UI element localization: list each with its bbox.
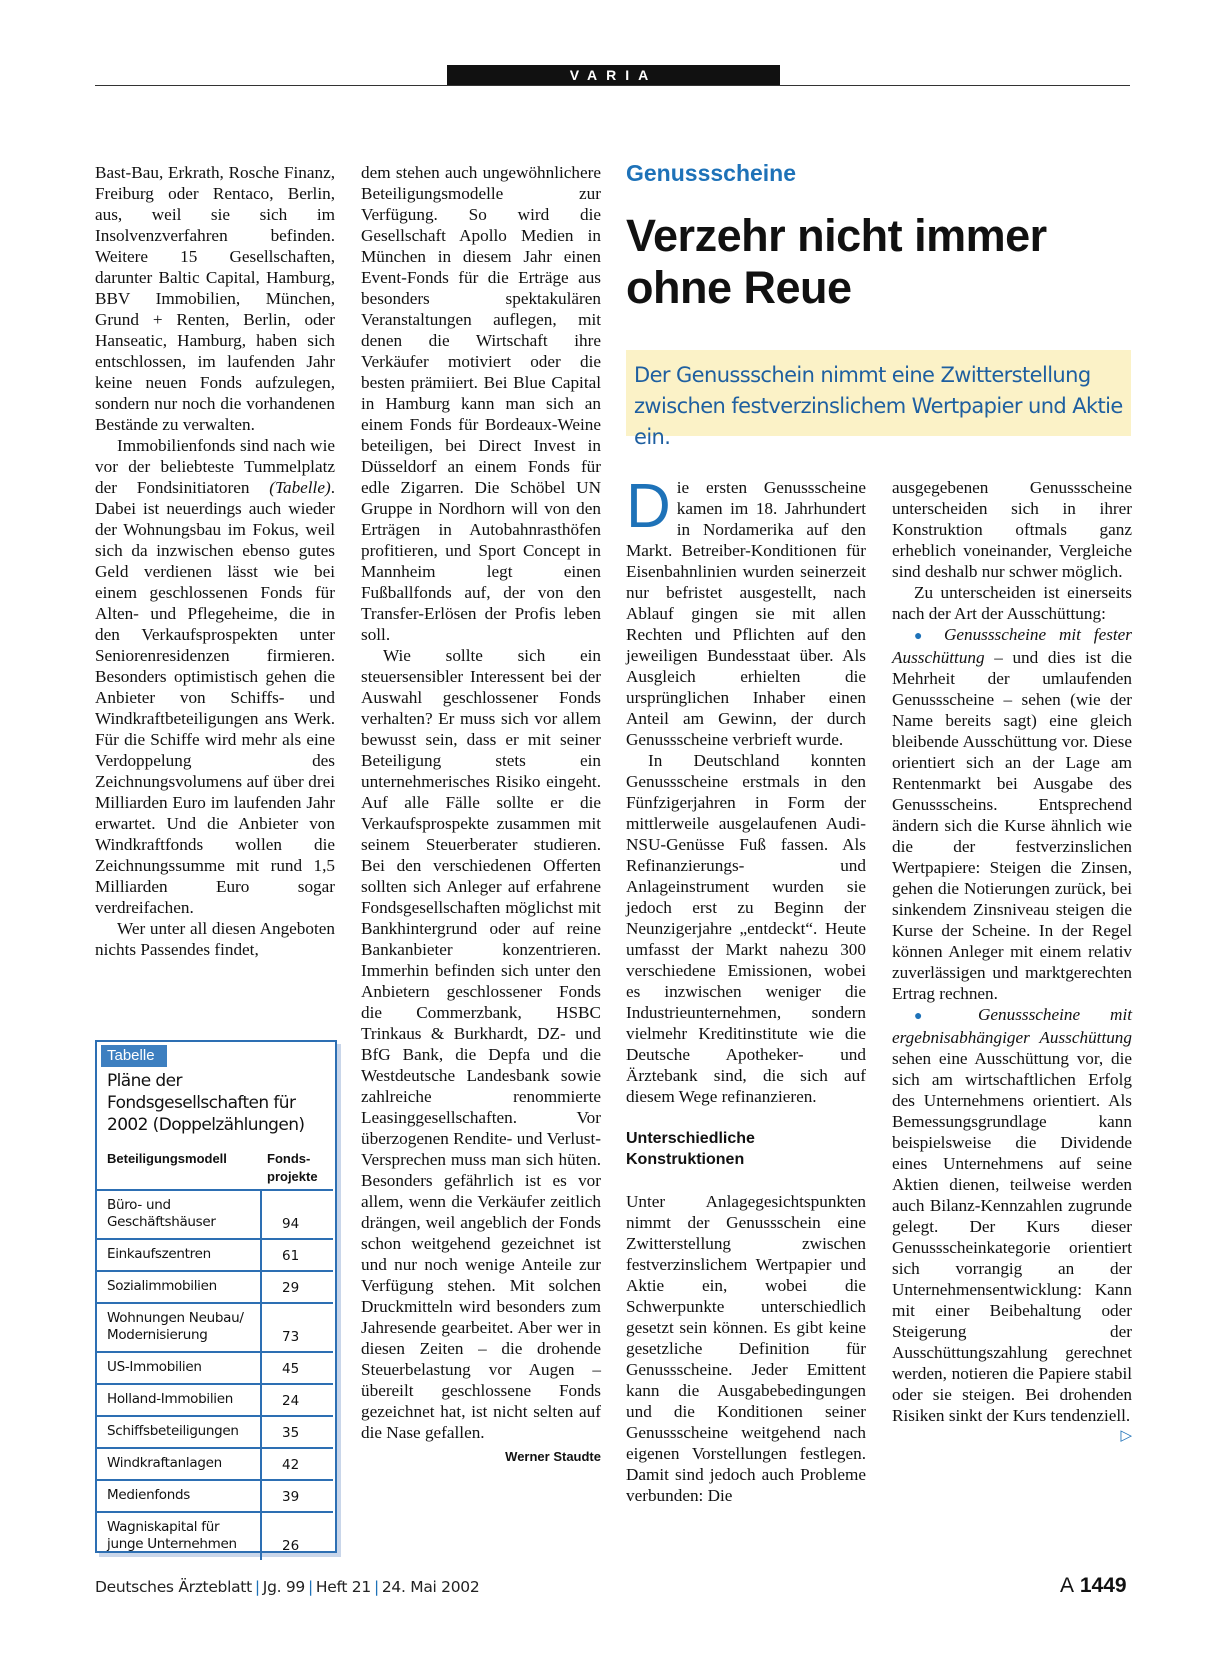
subheading: Unterschiedliche Konstruktionen [626,1130,755,1168]
table-row-label: US-Immobilien [107,1359,202,1375]
table-row-value: 24 [282,1393,300,1409]
continue-arrow-icon: ▷ [1120,1428,1132,1444]
table-row [97,1511,333,1560]
table-row-value-cell [260,1513,333,1560]
footer-citation: Deutsches Ärzteblatt | Jg. 99 | Heft 21 | 24. Mai 2002 [95,1578,480,1596]
table-row-value-cell [260,1417,333,1447]
table-row-value: 35 [282,1425,300,1441]
footer-volume: Jg. 99 [262,1578,305,1596]
page-number [1060,1574,1127,1598]
header-rule [95,85,1130,86]
table-row-label: Einkaufszentren [107,1246,211,1262]
table-row-label: Büro- und Geschäftshäuser [107,1197,216,1230]
footer-issue: Heft 21 [315,1578,371,1596]
text-column-4: ausgegebenen Genussscheine unterscheiden sich in ihrer Konstruktion oftmals ganz erheblich voneinander, Vergleiche sind deshalb nur schwer möglich. Zu unterscheiden ist einerseits nach der Art der Ausschüttung: ● Genussscheine mit fester Ausschüttung – und dies ist die Mehrheit der umlaufenden Genussscheine – sehen (wie der Name bereits sagt) eine gleich bleibende Ausschüttung vor. Diese orientiert sich an der Lage am Rentenmarkt bei Ausgabe des Genussscheins. Entsprechend ändern sich die Kurse ähnlich wie die der festverzinslichen Wertpapiere: Steigen die Zinsen, gehen die Notierungen zurück, bei sinkendem Zinsniveau steigen die Kurse der Scheine. In der Regel können Anleger mit einem relativ zuverlässigen und marktgerechten Ertrag rechnen. ● Genussscheine mit ergebnisabhängiger Ausschüttung sehen eine Ausschüttung vor, die sich am wirtschaftlichen Erfolg des Unternehmens orientiert. Als Bemessungsgrundlage kann beispielsweise die Dividende eines Unternehmens auf seine Aktien dienen, teilweise werden auch Bilanz-Kennzahlen zugrunde gelegt. Der Kurs dieser Genussscheinkategorie orientiert sich vorrangig an der Unternehmensentwicklung: Kann mit einer Beibehaltung oder Steigerung der Ausschüttungszahlung gerechnet werden, notieren die Papiere stabil oder sie steigen. Bei drohenden Risiken sinkt der Kurs tendenziell. ▷ [892,477,1132,1447]
table-col-header-count: Fonds-projekte [267,1151,318,1184]
table-row-value-cell [260,1353,333,1383]
table-row [97,1238,333,1270]
bullet-icon: ● [914,629,932,644]
table-row-value: 42 [282,1457,300,1473]
text-column-3: Die ersten Genussscheine kamen im 18. Jahrhundert in Nordamerika auf den Markt. Betreiber-Konditionen für Eisenbahnlinien wurden seinerzeit nur befristet ausgestellt, nach Ablauf gingen sie mit allen Rechten und Pflichten auf den jeweiligen Bundesstaat über. Als Ausgleich erhielten die ursprünglichen Inhaber einen Anteil am Gewinn, der durch Genussscheine verbrieft wurde. In Deutschland konnten Genussscheine erstmals in den Fünfzigerjahren in Form der mittlerweile ausgelaufenen Audi-NSU-Genüsse Fuß fassen. Als Refinanzierungs- und Anlageinstrument wurden sie jedoch erst zu Beginn der Neunzigerjahre „entdeckt“. Heute umfasst der Markt nahezu 300 verschiedene Emissionen, wobei es inzwischen weniger die Industrieunternehmen, sondern vielmehr Kreditinstitute wie die Deutsche Apotheker- und Ärztebank sind, die sich auf diesem Wege refinanzieren. Unterschiedliche Konstruktionen Unter Anlagegesichtspunkten nimmt der Genussschein eine Zwitterstellung zwischen festverzinslichem Wertpapier und Aktie ein, wobei die Schwerpunkte unterschiedlich gesetzt sein können. Es gibt keine gesetzliche Definition für Genussscheine. Jeder Emittent kann die Ausgabebedingungen und die Konditionen seiner Genussscheine weitgehend nach eigenen Vorstellungen festlegen. Damit sind jedoch auch Probleme verbunden: Die [626,472,866,1505]
table-col-header-model: Beteiligungsmodell [107,1151,227,1166]
table-row [97,1383,333,1415]
table-tab-label: Tabelle [101,1045,167,1067]
table-row [97,1302,333,1351]
table-row-label: Holland-Immobilien [107,1391,234,1407]
table-row-label: Sozialimmobilien [107,1278,217,1294]
table-row-value-cell [260,1449,333,1479]
table-row-value: 39 [282,1489,300,1505]
table-row-label: Medienfonds [107,1487,191,1503]
article-headline: Verzehr nicht immer ohne Reue [626,210,1047,313]
table-row [97,1189,333,1238]
table-row-value-cell [260,1191,333,1238]
footer-date: 24. Mai 2002 [381,1578,480,1596]
table-row-value: 94 [282,1216,300,1232]
table-row [97,1415,333,1447]
table-row-value: 29 [282,1280,300,1296]
table-row-value-cell [260,1304,333,1351]
article-intro: Der Genussschein nimmt eine Zwitterstellung zwischen festverzinslichem Wertpapier und Aktie ein. [634,363,1123,449]
table-row-label: Wohnungen Neubau/ Modernisierung [107,1310,244,1343]
table-row-value-cell [260,1272,333,1302]
dropcap: D [626,472,671,541]
bullet-icon: ● [914,1009,949,1024]
author-byline: Werner Staudte [505,1449,601,1464]
table-row [97,1479,333,1511]
text-column-1: Bast-Bau, Erkrath, Rosche Finanz, Freiburg oder Rentaco, Berlin, aus, weil sie sich im Insolvenzverfahren befinden. Weitere 15 Gesellschaften, darunter Baltic Capital, Hamburg, BBV Immobilien, München, Grund + Renten, Berlin, oder Hanseatic, Hamburg, haben sich entschlossen, im laufenden Jahr keine neuen Fonds aufzulegen, sondern nur noch die vorhandenen Bestände zu verwalten. Immobilienfonds sind nach wie vor der beliebteste Tummelplatz der Fondsinitiatoren (Tabelle). Dabei ist neuerdings auch wieder der Wohnungsbau im Fokus, weil sich da inzwischen ebenso gutes Geld verdienen lässt wie bei einem geschlossenen Fonds für Alten- und Pflegeheime, die in den Verkaufsprospekten unter Seniorenresidenzen firmieren. Besonders optimistisch gehen die Anbieter von Schiffs- und Windkraftbeteiligungen ans Werk. Für die Schiffe wird mehr als eine Verdoppelung des Zeichnungsvolumens auf über drei Milliarden Euro im laufenden Jahr erwartet. Und die Anbieter von Windkraftfonds wollen die Zeichnungssumme mit rund 1,5 Milliarden Euro sogar verdreifachen. Wer unter all diesen Angeboten nichts Passendes findet, [95,163,335,959]
table-row-value: 26 [282,1538,300,1554]
section-label: VARIA [447,65,780,85]
table-row-label: Windkraftanlagen [107,1455,222,1471]
table-row-label: Wagniskapital für junge Unternehmen [107,1519,237,1552]
table-row-value-cell [260,1481,333,1511]
page-number-value: 1449 [1079,1574,1127,1597]
text-column-2: dem stehen auch ungewöhnlichere Beteiligungsmodelle zur Verfügung. So wird die Gesellschaft Apollo Medien in München in diesem Jahr einen Event-Fonds für die Erträge aus besonders spektakulären Veranstaltungen auflegen, mit denen die Wirtschaft ihre Verkäufer motiviert oder die besten prämiiert. Bei Blue Capital in Hamburg kann man sich an einem Fonds für Bordeaux-Weine beteiligen, bei Direct Invest in Düsseldorf an einem Fonds für edle Zigarren. Die Schöbel UN Gruppe in Nordhorn will von den Erträgen in Autobahnrasthöfen profitieren, und Sport Concept in Mannheim legt einen Fußballfonds auf, der von den Transfer-Erlösen der Profis leben soll. Wie sollte sich ein steuersensibler Interessent bei der Auswahl geschlossener Fonds verhalten? Er muss sich vor allem bewusst sein, dass er mit seiner Beteiligung stets ein unternehmerisches Risiko eingeht. Auf alle Fälle sollte er die Verkaufsprospekte zusammen mit seinem Steuerberater studieren. Bei den verschiedenen Offerten sollten sich Anleger auf erfahrene Fondsgesellschaften möglichst mit Bankhintergrund oder auf reine Bankanbieter konzentrieren. Immerhin befinden sich unter den Anbietern geschlossener Fonds die Commerzbank, HSBC Trinkaus & Burkhardt, DZ- und BfG Bank, die Depfa und die Westdeutsche Landesbank sowie zahlreiche renommierte Leasinggesellschaften. Vor überzogenen Rendite- und Verlust-Versprechen muss man sich hüten. Besonders gefährlich ist es vor allem, wenn die Verkäufer zeitlich drängen, weil angeblich der Fonds schon weitgehend gezeichnet ist und nur noch wenige Anteile zur Verfügung stehen. Mit solchen Druckmitteln wird besonders zum Jahresende gearbeitet. Aber wer in diesen Zeiten – die drohende Steuerbelastung vor Augen – übereilt geschlossene Fonds gezeichnet hat, ist nicht selten auf die Nase gefallen. Werner Staudte [361,162,601,1467]
table-row-label: Schiffsbeteiligungen [107,1423,239,1439]
footer-journal: Deutsches Ärzteblatt [95,1578,252,1596]
table-row [97,1447,333,1479]
table-row-value: 45 [282,1361,300,1377]
table-row [97,1351,333,1383]
table-title: Pläne der Fondsgesellschaften für 2002 (Doppelzählungen) [107,1071,305,1135]
table-body [97,1189,333,1560]
table-row-value: 73 [282,1329,300,1345]
page-prefix: A [1060,1574,1075,1597]
table-row [97,1270,333,1302]
table-row-value: 61 [282,1248,300,1264]
table-row-value-cell [260,1385,333,1415]
article-kicker: Genussscheine [626,160,797,186]
table-row-value-cell [260,1240,333,1270]
